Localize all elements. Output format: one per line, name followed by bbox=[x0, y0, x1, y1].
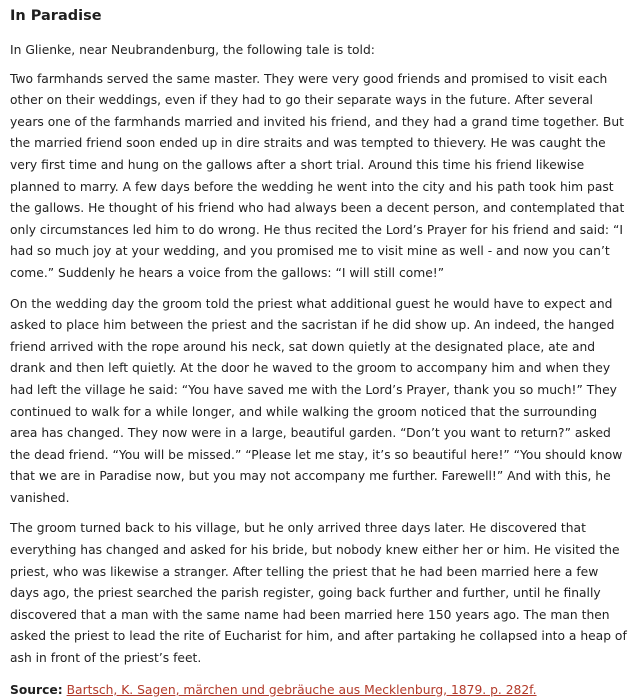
story-paragraph-3: The groom turned back to his village, but he only arrived three days later. He discovered that everything has changed and asked for his bride, but nobody knew either her or him. He visited the priest, who was likewise a stranger. After telling the priest that he had been married here a few days ago, the priest searched the parish register, going back further and further, until he finally discovered that a man with the same name had been married here 150 years ago. The man then asked the priest to lead the rite of Eucharist for him, and after partaking he collapsed into a heap of ash in front of the priest’s feet. bbox=[10, 521, 627, 666]
story-page bbox=[10, 4, 628, 700]
source-label: Source: bbox=[10, 682, 63, 697]
story-paragraph-1: Two farmhands served the same master. They were very good friends and promised to visit each other on their weddings, even if they had to go their separate ways in the future. After several years one of the farmhands married and invited his friend, and they had a grand time together. But the married friend soon ended up in dire straits and was tempted to thievery. He was caught the very first time and hung on the gallows after a short trial. Around this time his friend likewise planned to marry. A few days before the wedding he went into the city and his path took him past the gallows. He thought of his friend who had always been a decent person, and contemplated that only circumstances led him to do wrong. He thus recited the Lord’s Prayer for his friend and said: “I had so much joy at your wedding, and you promised me to visit mine as well - and now you can’t come.” Suddenly he hears a voice from the gallows: “I will still come!” bbox=[10, 71, 625, 280]
story-paragraph-2: On the wedding day the groom told the priest what additional guest he would have to expect and asked to place him between the priest and the sacristan if he did show up. An indeed, the hanged friend arrived with the rope around his neck, sat down quietly at the designated place, ate and drank and then left quietly. At the door he waved to the groom to accompany him and when they had left the village he said: “You have saved me with the Lord’s Prayer, thank you so much!” They continued to walk for a while longer, and while walking the groom noticed that the surrounding area has changed. They now were in a large, beautiful garden. “Don’t you want to return?” asked the dead friend. “You will be missed.” “Please let me stay, it’s so beautiful here!” “You should know that we are in Paradise now, but you may not accompany me further. Farewell!” And with this, he vanished. bbox=[10, 296, 623, 505]
intro-paragraph: In Glienke, near Neubrandenburg, the following tale is told: bbox=[10, 43, 375, 57]
story-title: In Paradise bbox=[10, 8, 102, 24]
source-citation bbox=[10, 680, 628, 700]
source-link[interactable]: Bartsch, K. Sagen, märchen und gebräuche aus Mecklenburg, 1879. p. 282f. bbox=[66, 682, 537, 697]
